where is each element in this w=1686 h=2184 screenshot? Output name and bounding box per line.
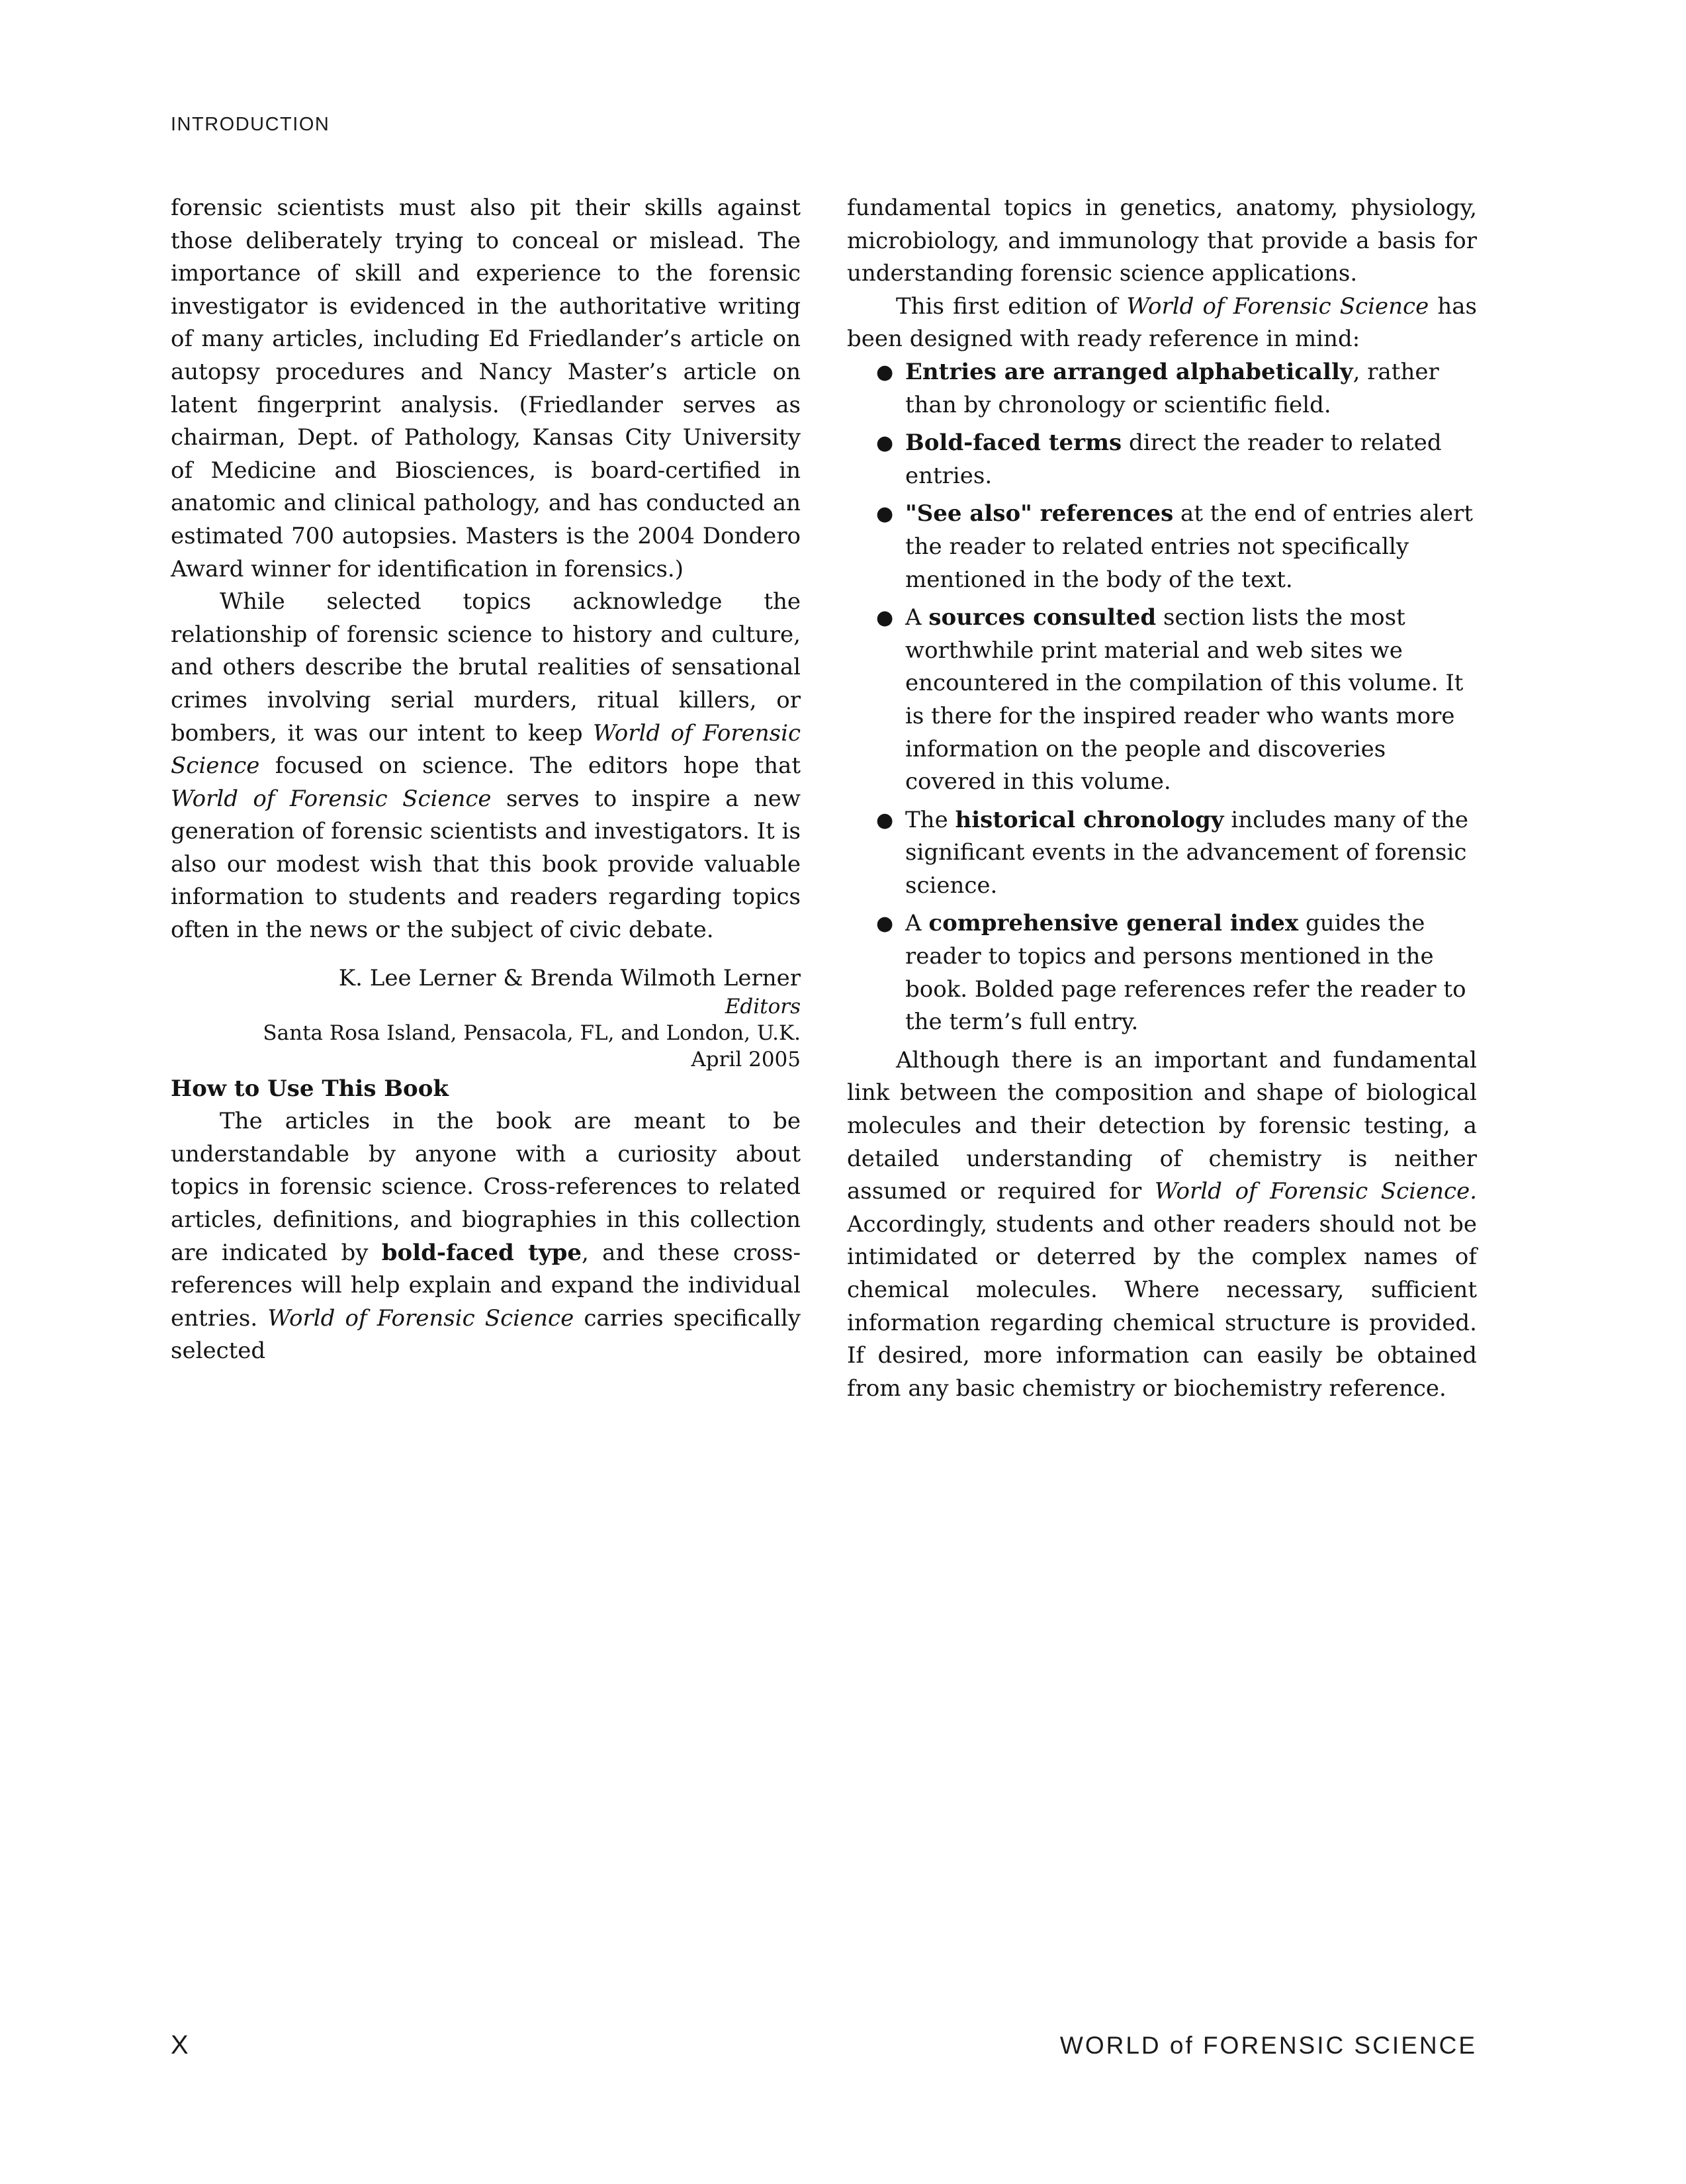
bold-term: comprehensive general index xyxy=(928,910,1299,937)
paragraph-text: Although there is an important and fundamental link between the composition and shape of biological molecules and their detection by forensic testing, a detailed understanding of chemistry is neither assumed or required for xyxy=(847,1046,1477,1205)
book-title-italic: World of Forensic Science. xyxy=(1154,1178,1477,1205)
editors-signature xyxy=(171,963,801,1073)
book-title-footer: WORLD of FORENSIC SCIENCE xyxy=(1059,2032,1477,2059)
paragraph-text: focused on science. The editors hope that xyxy=(259,752,801,780)
bullet-icon: ● xyxy=(876,912,894,936)
paragraph-chemistry xyxy=(847,1044,1477,1406)
bold-term: historical chronology xyxy=(955,806,1224,833)
bullet-icon: ● xyxy=(876,360,894,384)
page-number: X xyxy=(171,2030,189,2060)
paragraph-fundamental-topics: fundamental topics in genetics, anatomy, physiology, microbiology, and immunology that provide a basis for understanding forensic science applications. xyxy=(847,195,1477,287)
bullet-icon: ● xyxy=(876,808,894,832)
paragraph-topics-intent xyxy=(171,586,801,947)
editor-names: K. Lee Lerner & Brenda Wilmoth Lerner xyxy=(338,964,801,991)
paragraph-text: , and these cross-references will help explain and expand the individual entries. xyxy=(171,1239,801,1332)
features-list xyxy=(847,356,1477,1039)
bullet-icon: ● xyxy=(876,502,894,526)
paragraph-first-edition xyxy=(847,291,1477,356)
bold-term: Bold-faced terms xyxy=(905,430,1122,457)
paragraph-text: forensic scientists must also pit their skills against those deliberately trying to conceal or mislead. The importance of skill and experience to the forensic investigator is evidenced in the authoritative writing of many articles, including Ed Friedlander’s article on autopsy procedures and Nancy Master’s article on latent fingerprint analysis. (Friedlander serves as chairman, Dept. of Pathology, Kansas City University of Medicine and Biosciences, is board-certified in anatomic and clinical pathology, and has conducted an estimated 700 autopsies. Masters is the 2004 Dondero Award winner for identification in forensics.) xyxy=(171,195,801,582)
editor-role: Editors xyxy=(725,994,801,1019)
book-title-italic: World of Forensic Science xyxy=(1126,293,1429,320)
bold-term: sources consulted xyxy=(928,604,1157,631)
list-item: ● A sources consulted section lists the most worthwhile print material and web sites we encountered in the compilation of this volume. It is there for the inspired reader who wants more information on the people and discoveries covered in this volume. xyxy=(847,602,1477,799)
bold-term: Entries are arranged alphabetically xyxy=(905,358,1353,385)
left-column xyxy=(171,192,801,1368)
list-item: ● The historical chronology includes many of the significant events in the advancement of forensic science. xyxy=(847,804,1477,903)
book-title-italic: World of Forensic Science xyxy=(171,785,492,812)
bold-term: "See also" references xyxy=(905,500,1174,527)
paragraph-text: serves to inspire a new generation of forensic scientists and investigators. It is also our modest wish that this book provide valuable information to students and readers regarding topics often in the news or the subject of civic debate. xyxy=(171,785,801,944)
paragraph-text: This first edition of xyxy=(896,293,1127,320)
bullet-icon: ● xyxy=(876,606,894,630)
paragraph-text: has been designed with ready reference in mind: xyxy=(847,293,1477,353)
book-title-italic: World of Forensic Science xyxy=(171,719,801,780)
paragraph-text: carries specifically selected xyxy=(171,1304,801,1365)
editor-date: April 2005 xyxy=(691,1047,801,1071)
paragraph-text: While selected topics acknowledge the relationship of forensic science to history and culture, and others describe the brutal realities of sensational crimes involving serial murders, ritual killers, or bombers, it was our intent to keep xyxy=(171,588,801,747)
right-column xyxy=(847,192,1477,1405)
paragraph-text: The articles in the book are meant to be understandable by anyone with a curiosity about topics in forensic science. Cross-references to related articles, definitions, and biographies in this collection are indicated by xyxy=(171,1108,801,1266)
paragraph-continuation xyxy=(171,192,801,586)
list-item: ● Entries are arranged alphabetically, rather than by chronology or scientific field. xyxy=(847,356,1477,422)
list-item: ● A comprehensive general index guides the reader to topics and persons mentioned in the book. Bolded page references refer the reader to the term’s full entry. xyxy=(847,907,1477,1038)
book-title-italic: World of Forensic Science xyxy=(267,1304,574,1332)
list-item: ● Bold-faced terms direct the reader to related entries. xyxy=(847,427,1477,492)
running-head: INTRODUCTION xyxy=(171,114,330,135)
bullet-icon: ● xyxy=(876,432,894,455)
editor-location: Santa Rosa Island, Pensacola, FL, and London, U.K. xyxy=(263,1021,801,1045)
bold-term: bold-faced type xyxy=(381,1239,582,1266)
list-item: ● "See also" references at the end of entries alert the reader to related entries not specifically mentioned in the body of the text. xyxy=(847,498,1477,596)
section-heading-how-to-use: How to Use This Book xyxy=(171,1075,449,1102)
paragraph-how-to-use xyxy=(171,1105,801,1368)
paragraph-text: Accordingly, students and other readers should not be intimidated or deterred by the complex names of chemical molecules. Where necessary, sufficient information regarding chemical structure is provided. If desired, more information can easily be obtained from any basic chemistry or biochemistry reference. xyxy=(847,1210,1477,1402)
